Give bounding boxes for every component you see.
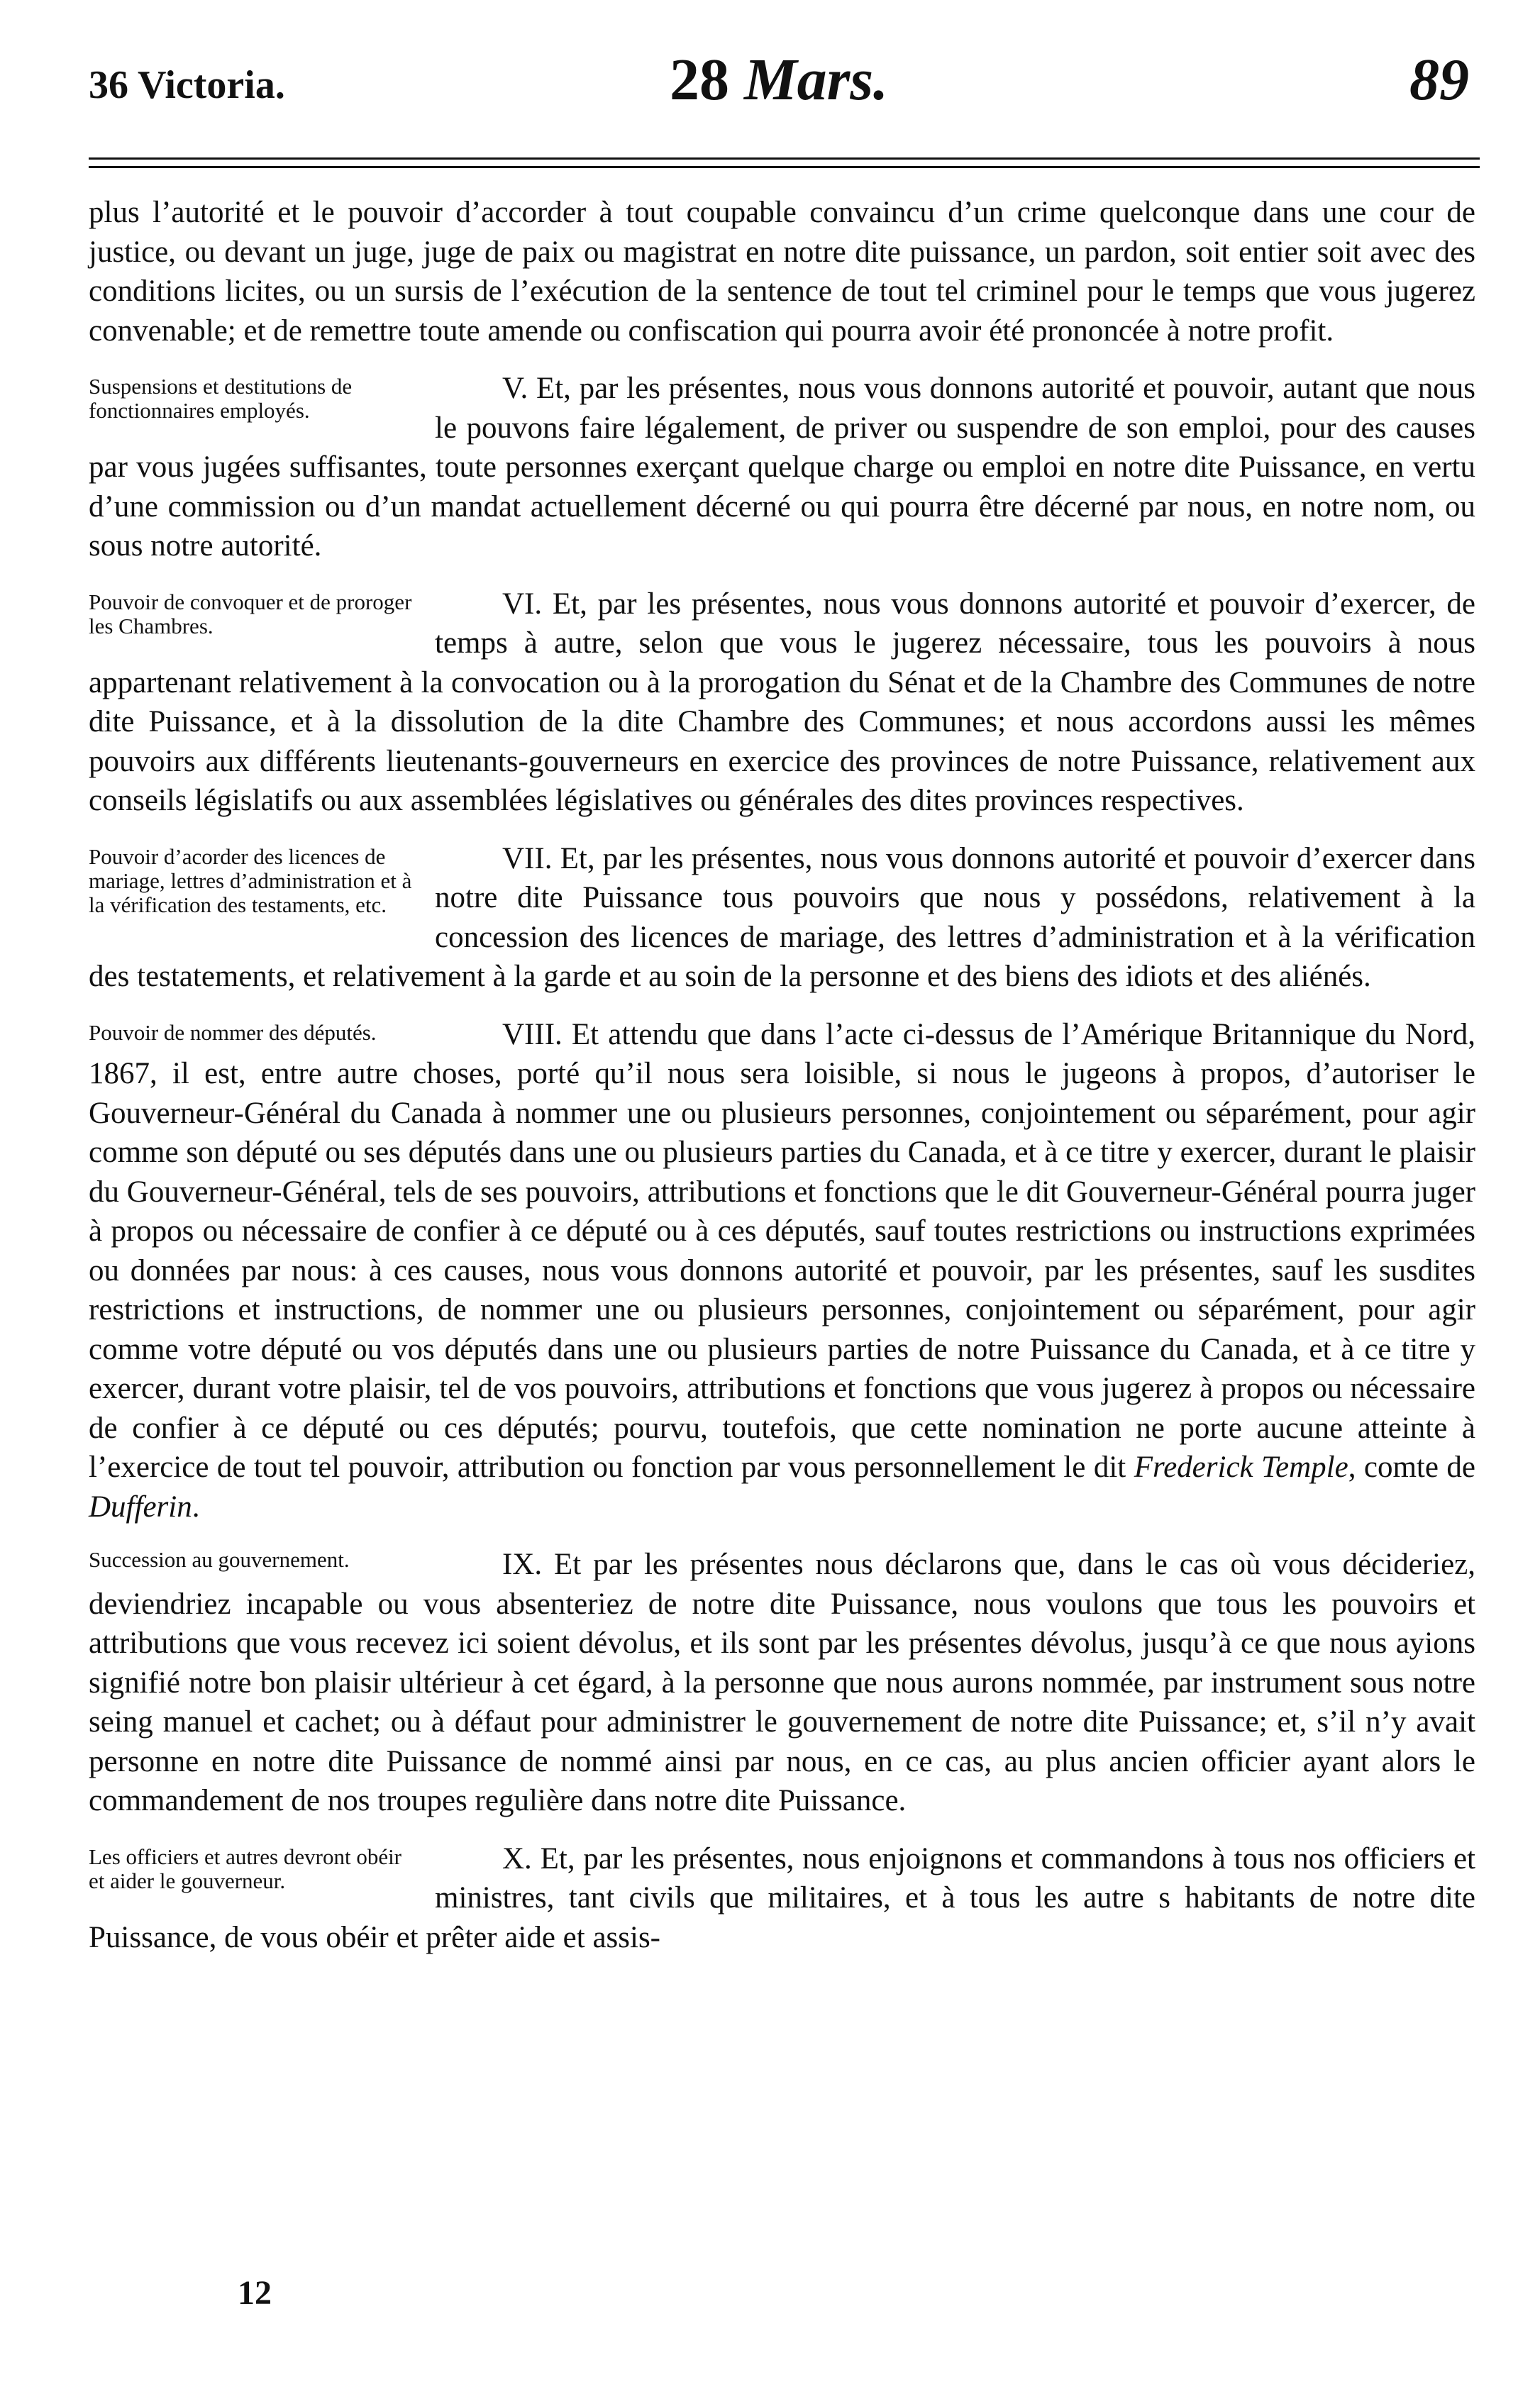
section-v-body: Et, par les présentes, nous vous donnons autorité et pouvoir, autant que nous le pouvons faire légalement, de priver ou suspendre de son emploi, pour des causes par vous jugées suffisantes, toute personnes exerçant quelque charge ou emploi en notre dite Puissance, en vertu d’une commission ou d’un mandat actuellement décerné ou qui pourra être décerné par nous, en notre nom, ou sous notre autorité. <box>89 372 1476 563</box>
section-x-marginal-note: Les officiers et autres devront obéir et aider le gouverneur. <box>89 1844 402 1893</box>
section-viii-numeral: VIII. <box>502 1017 563 1051</box>
section-v-numeral: V. <box>502 372 528 405</box>
section-viii-text <box>89 1015 1475 1527</box>
section-vi <box>89 584 1475 821</box>
section-ix-body: Et par les présentes nous déclarons que, dans le cas où vous décideriez, deviendriez incapable ou vous absenteriez de notre dite Puissance, nous voulons que tous les pouvoirs et attributions que vous recevez ici soient dévolus, et ils sont par les présentes dévolus, jusqu’à ce que nous ayions signifié notre bon plaisir ultérieur à cet égard, à la personne que nous aurons nommée, par instrument sous notre seing manuel et cachet; ou à défaut pour administrer le gouvernement de notre dite Puissance; et, s’il n’y avait personne en notre dite Puissance de nommé ainsi par nous, en ce cas, au plus ancien officier ayant alors le commandement de nos troupes regulière dans notre dite Puissance. <box>89 1548 1475 1817</box>
section-ix-marginal-note: Succession au gouvernement. <box>89 1547 350 1572</box>
header-regnal-year: 36 Victoria. <box>89 63 285 107</box>
name-frederick-temple: Frederick Temple <box>1134 1451 1348 1484</box>
section-ix-numeral: IX. <box>502 1548 543 1581</box>
section-x <box>89 1839 1475 1958</box>
section-vi-marginal-note: Pouvoir de convoquer et de proroger les Chambres. <box>89 589 412 638</box>
signature-mark: 12 <box>238 2274 272 2312</box>
section-x-body: Et, par les présentes, nous enjoignons et commandons à tous nos officiers et ministres, tant civils que militaires, et à tous les autre s habitants de notre dite Puissance, de vous obéir et prêter aide et assis- <box>89 1841 1475 1954</box>
section-viii-body: Et attendu que dans l’acte ci-dessus de l’Amérique Britannique du Nord, 1867, il est, entre autre choses, porté qu’il nous sera loisible, si nous le jugeons à propos, d’autoriser le Gouverneur-Général du Canada à nommer une ou plusieurs personnes, conjointement ou séparément, pour agir comme son député ou ses députés dans une ou plusieurs parties du Canada, et à ce titre y exercer, durant le plaisir du Gouverneur-Général, tels de ses pouvoirs, attributions et fonctions que le dit Gouverneur-Général pourra juger à propos ou nécessaire de confier à ce député ou à ces députés, sauf toutes restrictions ou instructions exprimées ou données par nous: à ces causes, nous vous donnons autorité et pouvoir, par les présentes, sauf les susdites restrictions et instructions, de nommer une ou plusieurs personnes, conjointement ou séparément, pour agir comme votre député ou vos députés dans une ou plusieurs parties de notre Puissance du Canada, et à ce titre y exercer, durant votre plaisir, tel de vos pouvoirs, attributions et fonctions que vous jugerez à propos ou nécessaire de confier à ce député ou ces députés; pourvu, toutefois, que cette nomination ne porte aucune atteinte à l’exercice de tout tel pouvoir, attribution ou fonction par vous personnellement le dit <box>89 1017 1475 1484</box>
section-ix-text <box>89 1545 1475 1821</box>
section-v <box>89 369 1475 566</box>
document-body <box>89 193 1475 1976</box>
section-ix <box>89 1545 1475 1821</box>
section-viii-marginal-note: Pouvoir de nommer des députés. <box>89 1019 377 1045</box>
section-v-text <box>89 369 1475 566</box>
section-viii <box>89 1015 1475 1527</box>
running-header <box>89 43 1469 128</box>
section-v-marginal-note: Suspensions et destitutions de fonctionnaires employés. <box>89 374 353 423</box>
page-number: 89 <box>1409 47 1469 113</box>
section-vi-text <box>89 584 1475 821</box>
section-vii <box>89 839 1475 997</box>
name-dufferin: Dufferin <box>89 1490 192 1524</box>
section-vii-body: Et, par les présentes, nous vous donnons autorité et pouvoir d’exercer dans notre dite Puissance tous pouvoirs que nous y possédons, relativement à la concession des licences de mariage, des lettres d’administration et à la vérification des testatements, et relativement à la garde et au soin de la personne et des biens des idiots et des aliénés. <box>89 841 1476 993</box>
section-vi-numeral: VI. <box>502 587 543 621</box>
header-date <box>89 45 1469 114</box>
section-viii-body-3: . <box>192 1490 200 1524</box>
header-date-month: Mars. <box>743 47 889 113</box>
paragraph-continuation: plus l’autorité et le pouvoir d’accorder à tout coupable convaincu d’un crime quelconque dans une cour de justice, ou devant un juge, juge de paix ou magistrat en notre dite puissance, un pardon, soit entier soit avec des conditions licites, ou un sursis de l’exécution de la sentence de tout tel criminel pour le temps que vous jugerez convenable; et de remettre toute amende ou confiscation qui pourra avoir été prononcée à notre profit. <box>89 196 1475 348</box>
section-vi-body: Et, par les présentes, nous vous donnons autorité et pouvoir d’exercer, de temps à autre, selon que vous le jugerez nécessaire, tous les pouvoirs à nous appartenant relativement à la convocation ou à la prorogation du Sénat et de la Chambre des Communes de notre dite Puissance, et à la dissolution de la dite Chambre des Communes; et nous accordons aussi les mêmes pouvoirs aux différents lieutenants-gouverneurs en exercice des provinces de notre Puissance, relativement aux conseils législatifs ou aux assemblées législatives ou générales des dites provinces respectives. <box>89 587 1476 817</box>
header-date-number: 28 <box>669 47 729 113</box>
section-vii-numeral: VII. <box>502 841 553 875</box>
header-rule-top <box>89 157 1480 160</box>
header-rule-bottom <box>89 166 1480 168</box>
section-viii-body-2: , comte de <box>1348 1451 1475 1484</box>
section-vii-text <box>89 839 1475 997</box>
section-x-numeral: X. <box>502 1841 532 1876</box>
section-vii-marginal-note: Pouvoir d’acorder des licences de mariage, lettres d’administration et à la vérification des testaments, etc. <box>89 843 412 917</box>
